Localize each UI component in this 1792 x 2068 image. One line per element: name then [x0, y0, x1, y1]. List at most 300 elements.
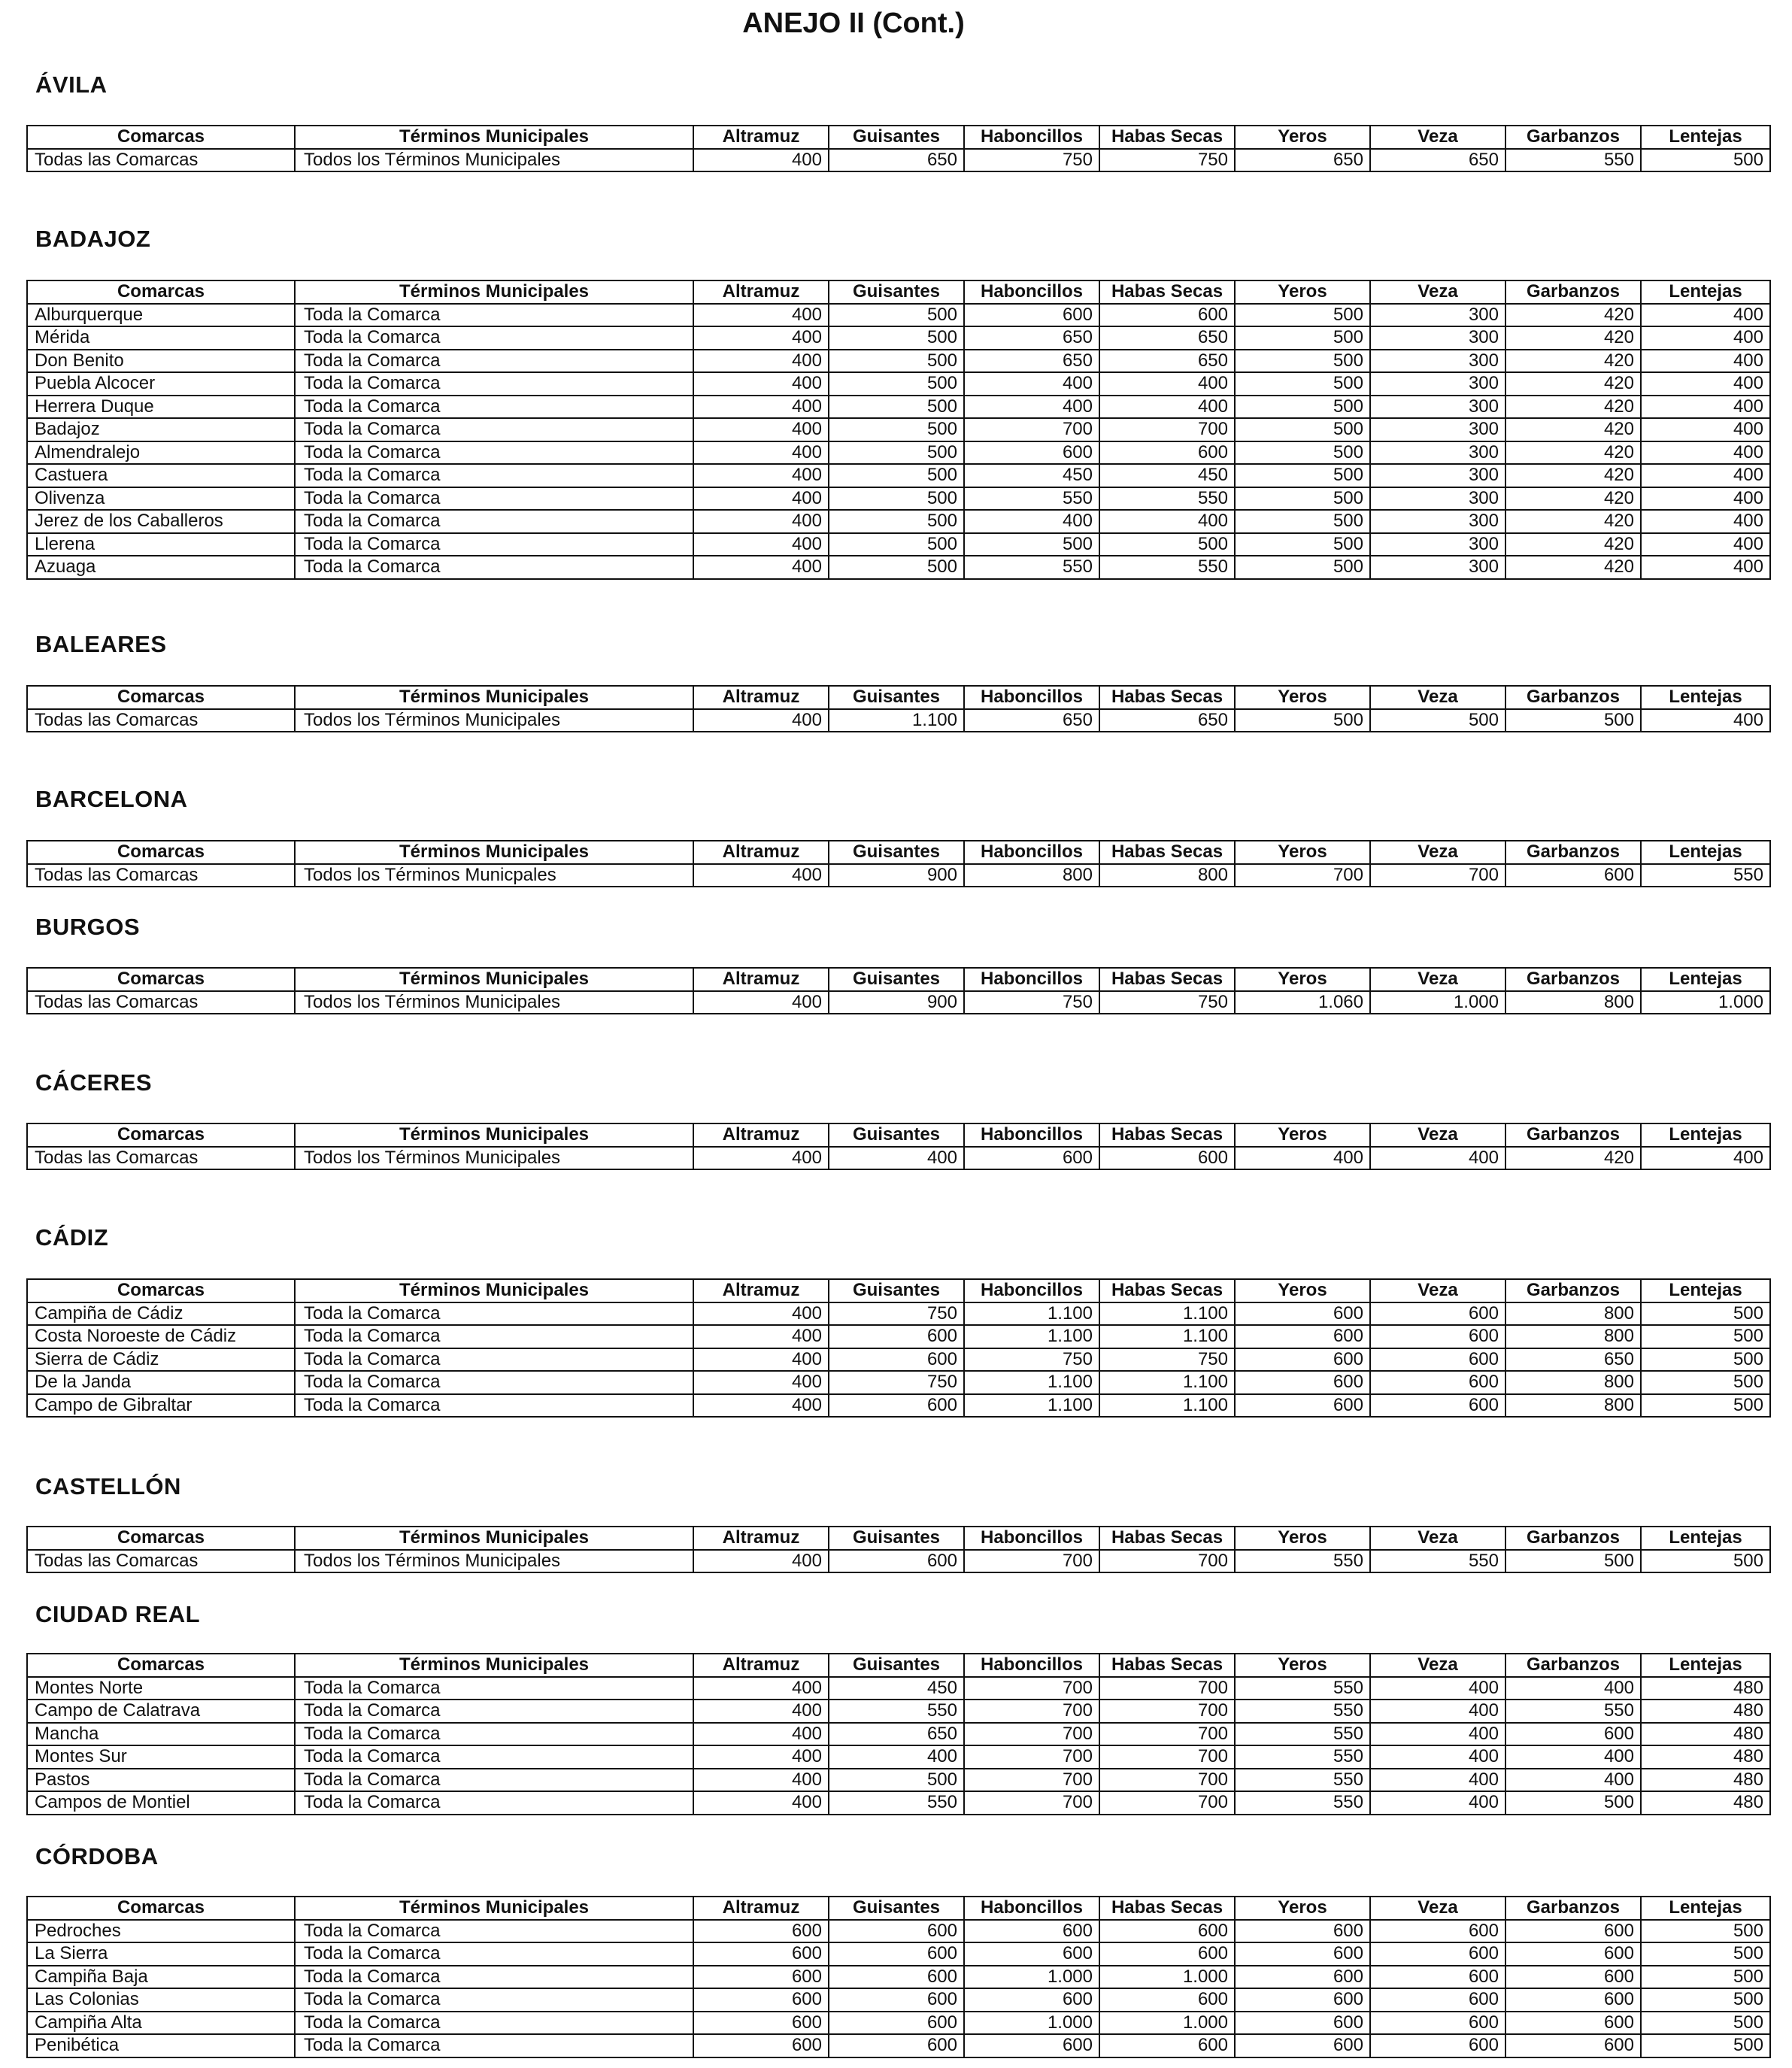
- column-header-comarcas: Comarcas: [27, 1123, 295, 1147]
- value-cell-yeros: 550: [1235, 1745, 1370, 1769]
- value-cell-habas-secas: 600: [1099, 1942, 1235, 1966]
- municipio-cell: Todos los Términos Municipales: [295, 709, 693, 732]
- value-cell-yeros: 600: [1235, 1988, 1370, 2012]
- column-header-guisantes: Guisantes: [829, 1279, 964, 1302]
- value-cell-habas-secas: 750: [1099, 991, 1235, 1014]
- value-cell-haboncillos: 400: [964, 396, 1099, 419]
- value-cell-lentejas: 400: [1641, 533, 1770, 556]
- column-header-garbanzos: Garbanzos: [1505, 1279, 1641, 1302]
- value-cell-habas-secas: 700: [1099, 1769, 1235, 1792]
- municipio-cell: Toda la Comarca: [295, 396, 693, 419]
- value-cell-altramuz: 400: [693, 396, 829, 419]
- comarca-cell: Pastos: [27, 1769, 295, 1792]
- comarca-cell: Almendralejo: [27, 441, 295, 465]
- value-cell-haboncillos: 800: [964, 864, 1099, 887]
- value-cell-habas-secas: 400: [1099, 396, 1235, 419]
- column-header-altramuz: Altramuz: [693, 280, 829, 304]
- column-header-yeros: Yeros: [1235, 1897, 1370, 1920]
- value-cell-altramuz: 400: [693, 1723, 829, 1746]
- municipio-cell: Todos los Términos Municipales: [295, 149, 693, 172]
- value-cell-lentejas: 500: [1641, 1371, 1770, 1394]
- value-cell-lentejas: 500: [1641, 149, 1770, 172]
- value-cell-veza: 600: [1370, 1966, 1505, 1989]
- value-cell-altramuz: 400: [693, 864, 829, 887]
- value-cell-lentejas: 500: [1641, 1325, 1770, 1348]
- value-cell-yeros: 600: [1235, 1325, 1370, 1348]
- value-cell-garbanzos: 600: [1505, 864, 1641, 887]
- value-cell-lentejas: 400: [1641, 709, 1770, 732]
- value-cell-altramuz: 600: [693, 1966, 829, 1989]
- value-cell-haboncillos: 700: [964, 1550, 1099, 1573]
- value-cell-veza: 550: [1370, 1550, 1505, 1573]
- table-row: [27, 864, 1770, 887]
- value-cell-veza: 300: [1370, 556, 1505, 579]
- value-cell-veza: 600: [1370, 1325, 1505, 1348]
- value-cell-altramuz: 400: [693, 1791, 829, 1815]
- value-cell-habas-secas: 1.000: [1099, 1966, 1235, 1989]
- value-cell-guisantes: 600: [829, 1942, 964, 1966]
- value-cell-habas-secas: 1.100: [1099, 1371, 1235, 1394]
- value-cell-guisantes: 500: [829, 396, 964, 419]
- municipio-cell: Toda la Comarca: [295, 1791, 693, 1815]
- comarca-cell: La Sierra: [27, 1942, 295, 1966]
- table-cordoba: [26, 1896, 1771, 2058]
- value-cell-habas-secas: 650: [1099, 326, 1235, 350]
- value-cell-altramuz: 400: [693, 1700, 829, 1723]
- comarca-cell: Costa Noroeste de Cádiz: [27, 1325, 295, 1348]
- value-cell-haboncillos: 1.100: [964, 1325, 1099, 1348]
- value-cell-yeros: 500: [1235, 396, 1370, 419]
- value-cell-habas-secas: 600: [1099, 2034, 1235, 2057]
- province-title-caceres: CÁCERES: [35, 1069, 153, 1096]
- column-header-haboncillos: Haboncillos: [964, 126, 1099, 149]
- value-cell-guisantes: 550: [829, 1791, 964, 1815]
- column-header-habas-secas: Habas Secas: [1099, 841, 1235, 864]
- value-cell-altramuz: 400: [693, 1325, 829, 1348]
- value-cell-yeros: 400: [1235, 1147, 1370, 1170]
- value-cell-veza: 300: [1370, 304, 1505, 327]
- municipio-cell: Toda la Comarca: [295, 556, 693, 579]
- table-row: [27, 149, 1770, 172]
- table-row: [27, 1988, 1770, 2012]
- value-cell-garbanzos: 400: [1505, 1677, 1641, 1700]
- value-cell-guisantes: 450: [829, 1677, 964, 1700]
- value-cell-guisantes: 600: [829, 1966, 964, 1989]
- value-cell-guisantes: 600: [829, 1920, 964, 1943]
- value-cell-guisantes: 750: [829, 1302, 964, 1326]
- comarca-cell: Todas las Comarcas: [27, 864, 295, 887]
- value-cell-guisantes: 1.100: [829, 709, 964, 732]
- column-header-guisantes: Guisantes: [829, 1654, 964, 1677]
- column-header-garbanzos: Garbanzos: [1505, 686, 1641, 709]
- value-cell-lentejas: 500: [1641, 1920, 1770, 1943]
- comarca-cell: Campiña de Cádiz: [27, 1302, 295, 1326]
- municipio-cell: Toda la Comarca: [295, 533, 693, 556]
- value-cell-guisantes: 600: [829, 1988, 964, 2012]
- province-title-avila: ÁVILA: [35, 71, 108, 98]
- value-cell-veza: 300: [1370, 441, 1505, 465]
- municipio-cell: Toda la Comarca: [295, 1769, 693, 1792]
- value-cell-habas-secas: 1.000: [1099, 2012, 1235, 2035]
- value-cell-yeros: 600: [1235, 1966, 1370, 1989]
- value-cell-garbanzos: 420: [1505, 372, 1641, 396]
- comarca-cell: Olivenza: [27, 487, 295, 511]
- comarca-cell: Todas las Comarcas: [27, 1147, 295, 1170]
- value-cell-habas-secas: 700: [1099, 1723, 1235, 1746]
- value-cell-habas-secas: 450: [1099, 464, 1235, 487]
- column-header-altramuz: Altramuz: [693, 1279, 829, 1302]
- value-cell-guisantes: 500: [829, 556, 964, 579]
- column-header-habas-secas: Habas Secas: [1099, 280, 1235, 304]
- municipio-cell: Todos los Términos Municipales: [295, 991, 693, 1014]
- value-cell-lentejas: 480: [1641, 1677, 1770, 1700]
- comarca-cell: Campo de Gibraltar: [27, 1394, 295, 1418]
- column-header-veza: Veza: [1370, 280, 1505, 304]
- value-cell-guisantes: 750: [829, 1371, 964, 1394]
- value-cell-garbanzos: 500: [1505, 1550, 1641, 1573]
- value-cell-yeros: 600: [1235, 1920, 1370, 1943]
- value-cell-yeros: 500: [1235, 441, 1370, 465]
- value-cell-habas-secas: 700: [1099, 1745, 1235, 1769]
- value-cell-guisantes: 500: [829, 533, 964, 556]
- value-cell-haboncillos: 1.000: [964, 2012, 1099, 2035]
- value-cell-altramuz: 400: [693, 991, 829, 1014]
- value-cell-altramuz: 400: [693, 1302, 829, 1326]
- value-cell-habas-secas: 650: [1099, 350, 1235, 373]
- value-cell-lentejas: 400: [1641, 304, 1770, 327]
- comarca-cell: Todas las Comarcas: [27, 709, 295, 732]
- value-cell-lentejas: 400: [1641, 372, 1770, 396]
- value-cell-altramuz: 400: [693, 1745, 829, 1769]
- comarca-cell: Puebla Alcocer: [27, 372, 295, 396]
- municipio-cell: Toda la Comarca: [295, 1677, 693, 1700]
- value-cell-veza: 650: [1370, 149, 1505, 172]
- municipio-cell: Toda la Comarca: [295, 1966, 693, 1989]
- value-cell-veza: 400: [1370, 1769, 1505, 1792]
- value-cell-garbanzos: 600: [1505, 1966, 1641, 1989]
- value-cell-lentejas: 500: [1641, 1988, 1770, 2012]
- value-cell-yeros: 600: [1235, 1371, 1370, 1394]
- comarca-cell: Herrera Duque: [27, 396, 295, 419]
- comarca-cell: Jerez de los Caballeros: [27, 510, 295, 533]
- table-cadiz: [26, 1278, 1771, 1418]
- comarca-cell: Campiña Baja: [27, 1966, 295, 1989]
- value-cell-yeros: 600: [1235, 1302, 1370, 1326]
- value-cell-garbanzos: 420: [1505, 418, 1641, 441]
- table-row: [27, 2034, 1770, 2057]
- comarca-cell: De la Janda: [27, 1371, 295, 1394]
- value-cell-garbanzos: 420: [1505, 441, 1641, 465]
- table-row: [27, 418, 1770, 441]
- value-cell-lentejas: 400: [1641, 556, 1770, 579]
- value-cell-yeros: 550: [1235, 1700, 1370, 1723]
- municipio-cell: Toda la Comarca: [295, 1700, 693, 1723]
- value-cell-altramuz: 400: [693, 350, 829, 373]
- column-header-garbanzos: Garbanzos: [1505, 841, 1641, 864]
- value-cell-guisantes: 600: [829, 1325, 964, 1348]
- value-cell-altramuz: 400: [693, 1769, 829, 1792]
- column-header-haboncillos: Haboncillos: [964, 1897, 1099, 1920]
- value-cell-veza: 600: [1370, 1302, 1505, 1326]
- value-cell-guisantes: 500: [829, 1769, 964, 1792]
- municipio-cell: Toda la Comarca: [295, 1371, 693, 1394]
- header-row: [27, 686, 1770, 709]
- value-cell-yeros: 500: [1235, 556, 1370, 579]
- value-cell-veza: 400: [1370, 1745, 1505, 1769]
- value-cell-haboncillos: 600: [964, 1147, 1099, 1170]
- value-cell-garbanzos: 800: [1505, 991, 1641, 1014]
- value-cell-yeros: 600: [1235, 1348, 1370, 1372]
- value-cell-veza: 500: [1370, 709, 1505, 732]
- value-cell-altramuz: 600: [693, 1920, 829, 1943]
- table-row: [27, 2012, 1770, 2035]
- value-cell-haboncillos: 700: [964, 1723, 1099, 1746]
- municipio-cell: Toda la Comarca: [295, 2034, 693, 2057]
- column-header-yeros: Yeros: [1235, 1123, 1370, 1147]
- value-cell-haboncillos: 600: [964, 441, 1099, 465]
- municipio-cell: Toda la Comarca: [295, 350, 693, 373]
- column-header-guisantes: Guisantes: [829, 280, 964, 304]
- municipio-cell: Toda la Comarca: [295, 372, 693, 396]
- value-cell-lentejas: 500: [1641, 1550, 1770, 1573]
- municipio-cell: Toda la Comarca: [295, 304, 693, 327]
- value-cell-haboncillos: 400: [964, 510, 1099, 533]
- value-cell-guisantes: 500: [829, 418, 964, 441]
- value-cell-garbanzos: 420: [1505, 1147, 1641, 1170]
- value-cell-garbanzos: 550: [1505, 1700, 1641, 1723]
- value-cell-veza: 300: [1370, 326, 1505, 350]
- column-header-veza: Veza: [1370, 841, 1505, 864]
- value-cell-lentejas: 550: [1641, 864, 1770, 887]
- value-cell-haboncillos: 700: [964, 1791, 1099, 1815]
- value-cell-altramuz: 600: [693, 1988, 829, 2012]
- comarca-cell: Llerena: [27, 533, 295, 556]
- value-cell-lentejas: 400: [1641, 396, 1770, 419]
- value-cell-yeros: 550: [1235, 1677, 1370, 1700]
- value-cell-veza: 400: [1370, 1723, 1505, 1746]
- value-cell-veza: 700: [1370, 864, 1505, 887]
- value-cell-guisantes: 600: [829, 1550, 964, 1573]
- column-header-lentejas: Lentejas: [1641, 1654, 1770, 1677]
- table-barcelona: [26, 840, 1771, 887]
- column-header-terminos-municipales: Términos Municipales: [295, 1123, 693, 1147]
- value-cell-yeros: 550: [1235, 1550, 1370, 1573]
- column-header-comarcas: Comarcas: [27, 1279, 295, 1302]
- column-header-haboncillos: Haboncillos: [964, 968, 1099, 991]
- value-cell-veza: 600: [1370, 2034, 1505, 2057]
- value-cell-yeros: 500: [1235, 372, 1370, 396]
- column-header-terminos-municipales: Términos Municipales: [295, 968, 693, 991]
- value-cell-guisantes: 500: [829, 487, 964, 511]
- value-cell-yeros: 600: [1235, 2034, 1370, 2057]
- column-header-veza: Veza: [1370, 1897, 1505, 1920]
- value-cell-habas-secas: 700: [1099, 1550, 1235, 1573]
- column-header-veza: Veza: [1370, 968, 1505, 991]
- value-cell-haboncillos: 750: [964, 1348, 1099, 1372]
- value-cell-garbanzos: 800: [1505, 1371, 1641, 1394]
- column-header-garbanzos: Garbanzos: [1505, 280, 1641, 304]
- municipio-cell: Toda la Comarca: [295, 510, 693, 533]
- value-cell-haboncillos: 450: [964, 464, 1099, 487]
- table-row: [27, 1700, 1770, 1723]
- value-cell-veza: 300: [1370, 510, 1505, 533]
- comarca-cell: Mancha: [27, 1723, 295, 1746]
- column-header-yeros: Yeros: [1235, 1527, 1370, 1550]
- comarca-cell: Todas las Comarcas: [27, 1550, 295, 1573]
- column-header-terminos-municipales: Términos Municipales: [295, 1527, 693, 1550]
- column-header-lentejas: Lentejas: [1641, 280, 1770, 304]
- header-row: [27, 1897, 1770, 1920]
- comarca-cell: Azuaga: [27, 556, 295, 579]
- value-cell-veza: 400: [1370, 1147, 1505, 1170]
- value-cell-garbanzos: 600: [1505, 1988, 1641, 2012]
- column-header-garbanzos: Garbanzos: [1505, 968, 1641, 991]
- column-header-terminos-municipales: Términos Municipales: [295, 1654, 693, 1677]
- column-header-yeros: Yeros: [1235, 841, 1370, 864]
- column-header-lentejas: Lentejas: [1641, 1279, 1770, 1302]
- municipio-cell: Toda la Comarca: [295, 1394, 693, 1418]
- table-row: [27, 487, 1770, 511]
- column-header-comarcas: Comarcas: [27, 1654, 295, 1677]
- value-cell-garbanzos: 600: [1505, 1920, 1641, 1943]
- value-cell-garbanzos: 420: [1505, 396, 1641, 419]
- value-cell-garbanzos: 650: [1505, 1348, 1641, 1372]
- value-cell-garbanzos: 420: [1505, 304, 1641, 327]
- column-header-terminos-municipales: Términos Municipales: [295, 841, 693, 864]
- table-caceres: [26, 1123, 1771, 1170]
- value-cell-altramuz: 400: [693, 1371, 829, 1394]
- column-header-veza: Veza: [1370, 126, 1505, 149]
- table-ciudad-real: [26, 1653, 1771, 1815]
- value-cell-veza: 400: [1370, 1700, 1505, 1723]
- value-cell-lentejas: 500: [1641, 1966, 1770, 1989]
- column-header-haboncillos: Haboncillos: [964, 686, 1099, 709]
- table-row: [27, 1942, 1770, 1966]
- page-title: ANEJO II (Cont.): [742, 8, 965, 39]
- comarca-cell: Campiña Alta: [27, 2012, 295, 2035]
- value-cell-habas-secas: 1.100: [1099, 1394, 1235, 1418]
- municipio-cell: Toda la Comarca: [295, 1348, 693, 1372]
- value-cell-lentejas: 1.000: [1641, 991, 1770, 1014]
- value-cell-haboncillos: 750: [964, 991, 1099, 1014]
- comarca-cell: Todas las Comarcas: [27, 149, 295, 172]
- column-header-lentejas: Lentejas: [1641, 1897, 1770, 1920]
- column-header-lentejas: Lentejas: [1641, 1123, 1770, 1147]
- value-cell-guisantes: 650: [829, 149, 964, 172]
- value-cell-yeros: 500: [1235, 326, 1370, 350]
- column-header-yeros: Yeros: [1235, 280, 1370, 304]
- header-row: [27, 841, 1770, 864]
- value-cell-haboncillos: 1.000: [964, 1966, 1099, 1989]
- value-cell-haboncillos: 700: [964, 1745, 1099, 1769]
- municipio-cell: Toda la Comarca: [295, 487, 693, 511]
- value-cell-garbanzos: 800: [1505, 1325, 1641, 1348]
- value-cell-garbanzos: 400: [1505, 1769, 1641, 1792]
- value-cell-habas-secas: 650: [1099, 709, 1235, 732]
- comarca-cell: Las Colonias: [27, 1988, 295, 2012]
- column-header-haboncillos: Haboncillos: [964, 1123, 1099, 1147]
- value-cell-habas-secas: 600: [1099, 1147, 1235, 1170]
- value-cell-guisantes: 400: [829, 1147, 964, 1170]
- value-cell-altramuz: 400: [693, 1677, 829, 1700]
- province-title-castellon: CASTELLÓN: [35, 1473, 181, 1499]
- table-row: [27, 350, 1770, 373]
- value-cell-yeros: 500: [1235, 418, 1370, 441]
- value-cell-lentejas: 500: [1641, 2012, 1770, 2035]
- column-header-guisantes: Guisantes: [829, 1897, 964, 1920]
- comarca-cell: Badajoz: [27, 418, 295, 441]
- value-cell-altramuz: 400: [693, 464, 829, 487]
- column-header-lentejas: Lentejas: [1641, 686, 1770, 709]
- value-cell-garbanzos: 600: [1505, 1942, 1641, 1966]
- column-header-comarcas: Comarcas: [27, 841, 295, 864]
- column-header-garbanzos: Garbanzos: [1505, 1654, 1641, 1677]
- column-header-haboncillos: Haboncillos: [964, 1654, 1099, 1677]
- value-cell-altramuz: 400: [693, 1348, 829, 1372]
- value-cell-guisantes: 500: [829, 372, 964, 396]
- column-header-veza: Veza: [1370, 1279, 1505, 1302]
- column-header-habas-secas: Habas Secas: [1099, 968, 1235, 991]
- value-cell-lentejas: 500: [1641, 1394, 1770, 1418]
- value-cell-yeros: 700: [1235, 864, 1370, 887]
- value-cell-guisantes: 650: [829, 1723, 964, 1746]
- value-cell-yeros: 550: [1235, 1791, 1370, 1815]
- value-cell-habas-secas: 550: [1099, 556, 1235, 579]
- municipio-cell: Toda la Comarca: [295, 418, 693, 441]
- value-cell-guisantes: 900: [829, 991, 964, 1014]
- value-cell-altramuz: 400: [693, 326, 829, 350]
- value-cell-lentejas: 480: [1641, 1791, 1770, 1815]
- table-baleares: [26, 685, 1771, 732]
- value-cell-habas-secas: 700: [1099, 1677, 1235, 1700]
- value-cell-veza: 600: [1370, 2012, 1505, 2035]
- table-row: [27, 372, 1770, 396]
- value-cell-yeros: 500: [1235, 350, 1370, 373]
- value-cell-altramuz: 400: [693, 441, 829, 465]
- municipio-cell: Toda la Comarca: [295, 1302, 693, 1326]
- value-cell-guisantes: 500: [829, 464, 964, 487]
- value-cell-habas-secas: 1.100: [1099, 1302, 1235, 1326]
- value-cell-haboncillos: 650: [964, 326, 1099, 350]
- value-cell-garbanzos: 420: [1505, 510, 1641, 533]
- column-header-altramuz: Altramuz: [693, 968, 829, 991]
- value-cell-guisantes: 550: [829, 1700, 964, 1723]
- value-cell-garbanzos: 420: [1505, 326, 1641, 350]
- value-cell-haboncillos: 550: [964, 556, 1099, 579]
- column-header-guisantes: Guisantes: [829, 1527, 964, 1550]
- value-cell-garbanzos: 600: [1505, 1723, 1641, 1746]
- value-cell-garbanzos: 500: [1505, 1791, 1641, 1815]
- column-header-veza: Veza: [1370, 1654, 1505, 1677]
- column-header-altramuz: Altramuz: [693, 841, 829, 864]
- value-cell-guisantes: 500: [829, 510, 964, 533]
- value-cell-habas-secas: 550: [1099, 487, 1235, 511]
- table-row: [27, 304, 1770, 327]
- value-cell-veza: 400: [1370, 1677, 1505, 1700]
- value-cell-altramuz: 400: [693, 510, 829, 533]
- value-cell-guisantes: 900: [829, 864, 964, 887]
- value-cell-guisantes: 500: [829, 441, 964, 465]
- value-cell-lentejas: 480: [1641, 1745, 1770, 1769]
- value-cell-veza: 300: [1370, 350, 1505, 373]
- value-cell-lentejas: 400: [1641, 510, 1770, 533]
- value-cell-haboncillos: 700: [964, 1677, 1099, 1700]
- column-header-veza: Veza: [1370, 1527, 1505, 1550]
- value-cell-habas-secas: 500: [1099, 533, 1235, 556]
- header-row: [27, 280, 1770, 304]
- value-cell-altramuz: 400: [693, 533, 829, 556]
- value-cell-guisantes: 600: [829, 2012, 964, 2035]
